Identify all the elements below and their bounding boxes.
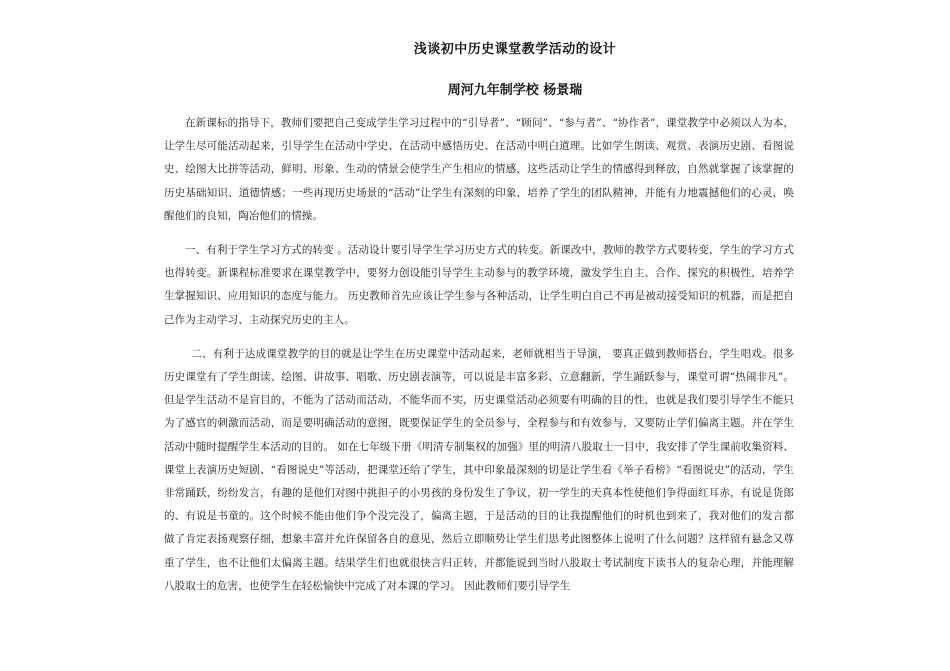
paragraph-section-two: 二、有利于达成课堂教学的目的就是让学生在历史课堂中活动起来，老师就相当于导演， 要真正做到教师搭台，学生唱戏。很多历史课堂有了学生朗读、绘图、讲故事、唱歌、历史剧表演等，可以说是丰富多彩、立意翻新，学生踊跃参与，课堂可谓“热闹非凡”。但是学生活动不是盲目的，不能为了活动而活动，不能华而不实，历史课堂活动必须要有明确的目的性，也就是我们要引导学生不能只为了感官的刺激而活动，而是要明确活动的意图，既要保证学生的全员参与、全程参与和有效参与，又要防止学们偏离主题。并在学生活动中随时提醒学生本活动的目的。 如在七年级下册《明清专制集权的加强》里的明清八股取士一目中，我安排了学生课前收集资料、课堂上表演历史短剧、“看图说史”等活动，把课堂还给了学生，其中印象最深刻的切是让学生看《举子看榜》“看图说史”的活动，学生非常踊跃，纷纷发言，有趣的是他们对图中挑担子的小男孩的身份发生了争议，初一学生的天真本性使他们争得面红耳赤，有说是货郎的、有说是书童的。这个时候不能由他们争个没完没了，偏离主题，于是活动的目的让我提醒他们的时机也到来了，我对他们的发言都做了肯定表扬观察仔细，想象丰富并允许保留各自的意见，然后立即顺势让学生们思考此图整体上说明了什么问题？这样留有悬念又尊重了学生，也不让他们太偏离主题。结果学生们也就很快言归正转，并都能说到当时八股取士考试制度下读书人的复杂心理，并能理解八股取士的危害，也使学生在轻松愉快中完成了对本课的学习。 因此教师们要引导学生 [164,347,794,592]
paragraph-section-one: 一、有利于学生学习方式的转变 。活动设计要引导学生学习历史方式的转变。新课改中，教师的教学方式要转变，学生的学习方式也得转变。新课程标准要求在课堂教学中，要努力创设能引导学生主动参与的教学环境，激发学生自主、合作、探究的积极性，培养学生掌握知识、应用知识的态度与能力。 历史教师首先应该让学生参与各种活动，让学生明白自己不再是被动接受知识的机器，而是把自己作为主动学习、主动探究历史的主人。 [164,244,794,326]
paragraph-intro: 在新课标的指导下，教师们要把自己变成学生学习过程中的“引导者”、“顾问”、“参与者”、“协作者”，课堂教学中必须以人为本，让学生尽可能活动起来，引导学生在活动中学史、在活动中感悟历史、在活动中明白道理。比如学生朗读、观赏、表演历史剧、看图说史、绘图大比拼等活动，鲜明、形象、生动的情景会使学生产生相应的情感，这些活动让学生的情感得到释放，自然就掌握了该掌握的历史基础知识、道德情感；一些再现历史场景的“活动”让学生有深刻的印象，培养了学生的团队精神，并能有力地震撼他们的心灵，唤醒他们的良知，陶冶他们的情操。 [164,117,794,222]
document-title-row [0,38,950,57]
document-author-row [0,79,950,98]
document-author: 周河九年制学校 杨景瑞 [447,83,583,98]
document-body [164,112,794,598]
document-title: 浅谈初中历史课堂教学活动的设计 [413,42,617,57]
